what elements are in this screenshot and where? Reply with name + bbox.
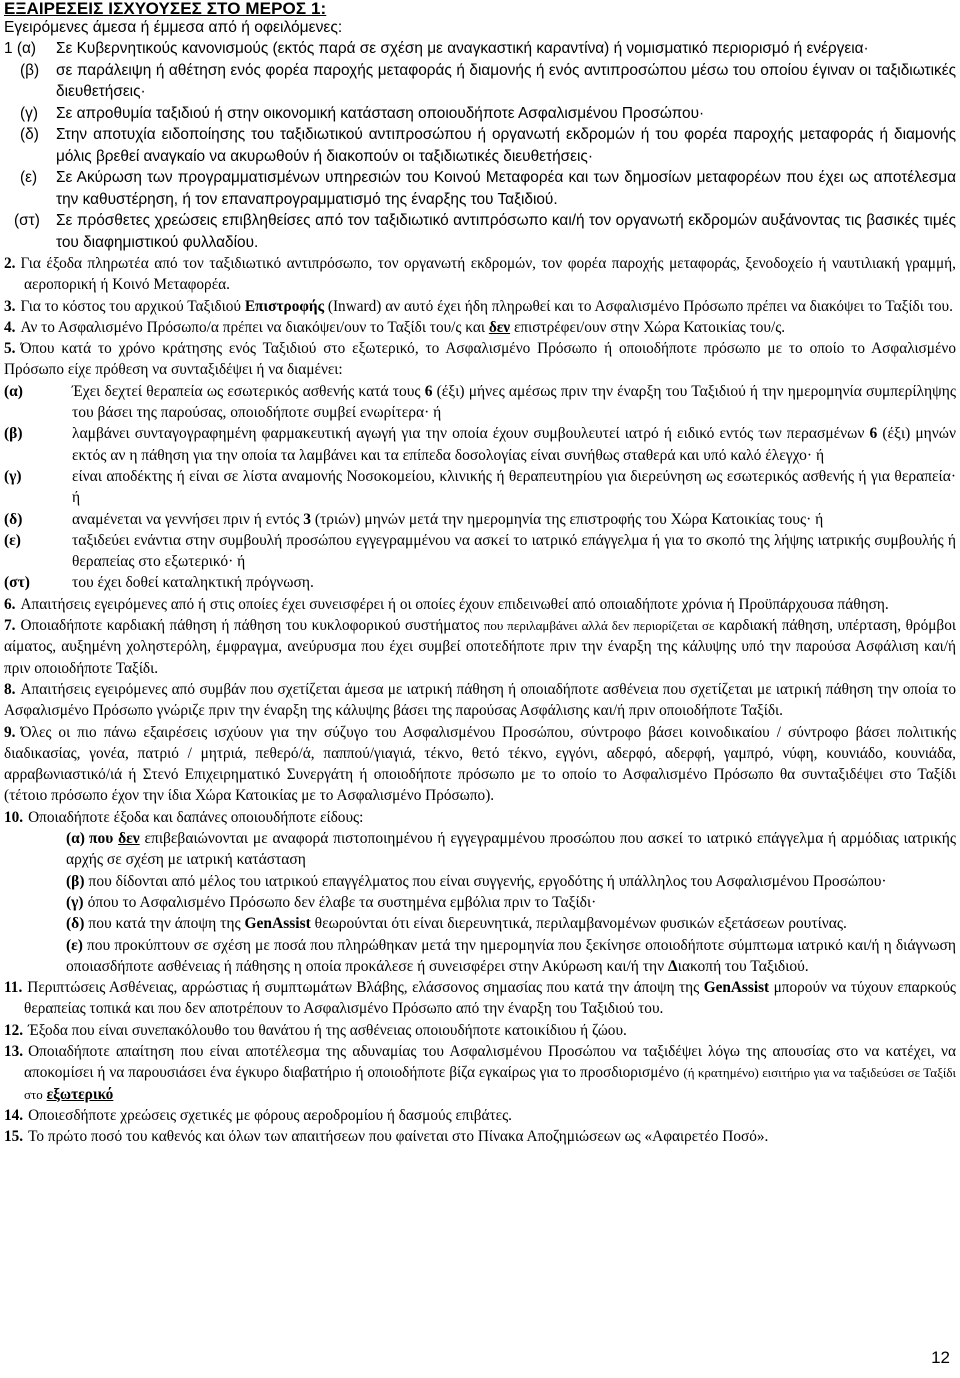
item-label: (α): [66, 830, 85, 848]
bold-term: που: [88, 830, 114, 848]
item-text: [72, 423, 956, 466]
item-text: Για το κόστος του αρχικού Ταξιδιού: [20, 297, 241, 315]
item-letter: (α): [16, 40, 36, 57]
item-text: Οποιεσδήποτε χρεώσεις σχετικές με φόρους αεροδρομίου ή δασμούς επιβάτες.: [28, 1106, 512, 1124]
item-number: 4.: [4, 318, 16, 336]
item-text: Έξοδα που είναι συνεπακόλουθο του θανάτου ή της ασθένειας οποιουδήποτε κατοικίδιου ή ζώου.: [28, 1021, 627, 1039]
item-text: του έχει δοθεί καταληκτική πρόγνωση.: [72, 574, 314, 592]
section-1-item-b: [4, 60, 956, 103]
item-number: 11.: [4, 979, 23, 997]
item-text: Σε Κυβερνητικούς κανονισμούς (εκτός παρά σε σχέση με αναγκαστική καραντίνα) ή νομισματικό περιορισμό ή ενέργεια·: [56, 40, 869, 57]
item-text: μπορούν να τύχουν επαρκούς θεραπείας τοπικά και που δεν αποτρέπουν το Ασφαλισμένο Πρόσωπο από την έναρξη του Ταξιδιού του.: [24, 979, 956, 1018]
item-text: Στην αποτυχία ειδοποίησης του ταξιδιωτικού αντιπροσώπου ή οργανωτή εκδρομών ή του φορέα παροχής μεταφοράς ή διαμονής μόλις βρεθεί αναγκαίο να ακυρωθούν ή διακοπούν οι ταξιδιωτικές διευθετήσεις·: [56, 126, 956, 165]
bold-number: 6: [424, 382, 433, 400]
item-text: επιβεβαιώνονται με αναφορά πιστοποιημένου ή εγγεγραμμένου προσώπου που ασκεί το ιατρικό επάγγελμα ή αρμόδιας ιατρικής αρχής σε σχέση με ιατρική κατάσταση: [66, 830, 957, 869]
item-number: 12.: [4, 1021, 24, 1039]
item-label: (γ): [4, 467, 22, 485]
item-label: (ε): [66, 936, 83, 954]
item-label: (δ): [66, 915, 85, 933]
exclusion-10: [4, 807, 956, 977]
item-text: Απαιτήσεις εγειρόμενες από ή στις οποίες έχει συνεισφέρει ή οι οποίες έχουν επιδεινωθεί από οποιαδήποτε χρόνια ή Προϋπάρχουσα πάθηση.: [20, 595, 889, 613]
item-text: όπου το Ασφαλισμένο Πρόσωπο δεν έλαβε τα συστημένα εμβόλια πριν το Ταξίδι·: [87, 893, 597, 911]
item-text: θεωρούνται ότι είναι διερευνητικά, περιλαμβανομένων φυσικών εξετάσεων ρουτίνας.: [314, 915, 847, 933]
item-text: Όπου κατά το χρόνο κράτησης ενός Ταξιδιού στο εξωτερικό, το Ασφαλισμένο Πρόσωπο ή οποιοδήποτε πρόσωπο με το οποίο το Ασφαλισμένο Πρόσωπο είχε πρόθεση να συνταξιδέψει ή να διαμένει:: [4, 340, 956, 379]
item-label: (β): [66, 872, 85, 890]
item-text: Οποιαδήποτε έξοδα και δαπάνες οποιουδήποτε είδους:: [28, 808, 364, 826]
item-label: (στ): [14, 212, 40, 229]
item-text: [72, 381, 956, 424]
exclusion-7: [4, 615, 956, 679]
item-text-part: (έξι) μήνες αμέσως πριν την έναρξη του Ταξιδιού ή την ημερομηνία συμπερίληψης του βάσει της παρούσας, οποιοδήποτε συμβεί ενωρίτερα· ή: [72, 382, 957, 422]
section-number: 1: [4, 40, 13, 57]
exclusion-10-item-e: [4, 935, 956, 978]
item-number: 13.: [4, 1042, 24, 1060]
item-text-part: Έχει δεχτεί θεραπεία ως εσωτερικός ασθενής κατά τους: [72, 382, 421, 400]
bold-term: Δ: [668, 957, 678, 975]
item-label: (δ): [4, 510, 23, 528]
exclusion-11: [4, 977, 956, 1020]
item-label: (γ): [20, 104, 38, 122]
item-number: 9.: [4, 723, 16, 741]
exclusion-6: [4, 594, 956, 615]
exclusion-12: [4, 1020, 956, 1041]
section-1-item-f: [4, 210, 956, 253]
section-1-item-d: [4, 124, 956, 167]
item-label: (δ): [20, 126, 39, 143]
item-number: 15.: [4, 1128, 24, 1146]
item-text-part: (έξι) μηνών εκτός αν η πάθηση για την οποία τα λαμβάνει και τα επίπεδα δοσολογίας είναι συνήθως σταθερά και υπό καλό έλεγχο· ή: [72, 425, 957, 464]
section-1-item-c: [4, 103, 956, 125]
item-label: [4, 38, 56, 60]
item-text: είναι αποδέκτης ή είναι σε λίστα αναμονής Νοσοκομείου, κλινικής ή θεραπευτηρίου για διερεύνηση ως εσωτερικός ασθενής ή για θεραπεία· ή: [72, 467, 956, 507]
item-text: Αν το Ασφαλισμένο Πρόσωπο/α πρέπει να διακόψει/ουν το Ταξίδι του/ς και: [20, 318, 485, 336]
bold-number: 3: [303, 510, 311, 528]
item-label: (β): [20, 61, 40, 79]
section-heading: ΕΞΑΙΡΕΣΕΙΣ ΙΣΧΥΟΥΣΕΣ ΣΤΟ ΜΕΡΟΣ 1:: [4, 0, 327, 18]
item-text: Σε απροθυμία ταξιδιού ή στην οικονομική κατάσταση οποιουδήποτε Ασφαλισμένου Προσώπου·: [56, 104, 705, 122]
item-number: 2.: [4, 255, 16, 272]
item-text: [72, 509, 956, 530]
exclusion-15: [4, 1126, 956, 1147]
bold-term: GenAssist: [703, 979, 770, 997]
item-text: Απαιτήσεις εγειρόμενες από συμβάν που σχετίζεται άμεσα με ιατρική πάθηση ή οποιαδήποτε ασθένεια που σχετίζεται με ιατρική πάθηση την οποία το Ασφαλισμένο Πρόσωπο γνώριζε πριν την έναρξη της κάλυψης βάσει της παρούσας Ασφάλισης και/ή πριν οποιοδήποτε Ταξίδι.: [4, 680, 956, 720]
item-text: Όλες οι πιο πάνω εξαιρέσεις ισχύουν για την σύζυγο του Ασφαλισμένου Προσώπου, σύντροφο βάσει κοινοδικαίου / σύντροφο βάσει πολιτικής διαδικασίας, γονέα, πατριό / μητριά, πεθερό/ά, παππού/γιαγιά, τέκνο, θετό τέκνο, εγγόνι, αδερφό, αδερφή, γαμπρό, νύφη, κουνιάδο, κουνιάδα, αρραβωνιαστικό/ιά ή Στενό Επιχειρηματικό Συνεργάτη ή οποιοδήποτε πρόσωπο με το οποίο το Ασφαλισμένο Πρόσωπο θα συνταξιδέψει στο Ταξίδι (τέτοιο πρόσωπο έχον την ίδια Χώρα Κατοικίας με το Ασφαλισμένο Πρόσωπο).: [4, 723, 956, 805]
exclusion-9: [4, 722, 956, 807]
item-text: ιακοπή του Ταξιδιού.: [677, 957, 809, 975]
item-text: (Inward) αν αυτό έχει ήδη πληρωθεί και το Ασφαλισμένο Πρόσωπο πρέπει να διακόψει το Ταξίδι του.: [327, 297, 953, 315]
item-number: 7.: [4, 617, 16, 635]
intro-text: Εγειρόμενες άμεσα ή έμμεσα από ή οφειλόμενες:: [4, 19, 343, 36]
exclusion-2: [4, 253, 956, 296]
item-text-part: (τριών) μηνών μετά την ημερομηνία της επιστροφής του Χώρα Κατοικίας τους· ή: [314, 510, 824, 528]
item-text: που κατά την άποψη της: [88, 915, 241, 933]
item-text: επιστρέφει/ουν στην Χώρα Κατοικίας του/ς.: [513, 318, 786, 336]
emphasis-term: δεν: [118, 830, 140, 848]
item-text-small: που περιλαμβάνει αλλά δεν περιορίζεται σε: [483, 618, 715, 634]
exclusion-10-item-c: [4, 892, 956, 913]
section-1-item-e: [4, 167, 956, 210]
exclusion-5-item-f: [4, 572, 956, 593]
exclusion-5-item-e: [4, 530, 956, 573]
bold-term: Επιστροφής: [244, 297, 325, 315]
item-number: 8.: [4, 680, 16, 698]
item-text-small: (ή κρατημένο) εισιτήριο για να ταξιδεύσει σε Ταξίδι στο: [24, 1065, 957, 1102]
item-label: (β): [4, 425, 23, 443]
item-number: 14.: [4, 1106, 24, 1124]
exclusion-13: [4, 1041, 956, 1105]
item-text: καρδιακή πάθηση, υπέρταση, θρόμβοι αίματος, αυξημένη χοληστερόλη, έμφραγμα, ανεύρυσμα που έχει συμβεί οποτεδήποτε πριν την έναρξη της κάλυψης υπό την παρούσα Ασφάλιση και/ή πριν οποιοδήποτε Ταξίδι.: [4, 617, 956, 677]
exclusion-5: [4, 338, 956, 594]
exclusion-5-item-c: [4, 466, 956, 509]
exclusion-4: [4, 317, 956, 338]
item-text: που προκύπτουν σε σχέση με ποσά που πληρώθηκαν μετά την ημερομηνία που ξεκίνησε οποιοδήποτε σύμπτωμα ιατρικό και/ή η διάγνωση οποιασδήποτε ασθένειας ή πάθησης η οποία προκάλεσε ή συνεισφέρει στην Ακύρωση και/ή την: [66, 936, 956, 975]
bold-number: 6: [869, 425, 878, 443]
emphasis-term: εξωτερικό: [46, 1085, 114, 1103]
exclusion-10-intro: [4, 807, 956, 828]
item-text: ταξιδεύει ενάντια στην συμβουλή προσώπου εγγεγραμμένου να ασκεί το ιατρικό επάγγελμα ή για το σκοπό της λήψης ιατρικής συμβουλής ή θεραπείας στο εξωτερικό· ή: [72, 531, 956, 571]
item-label: (στ): [4, 574, 30, 592]
item-text: Για έξοδα πληρωτέα από τον ταξιδιωτικό αντιπρόσωπο, τον οργανωτή εκδρομών, τον φορέα παροχής μεταφοράς, ξενοδοχείο ή ναυτιλιακή γραμμή, αεροπορική ή Κοινό Μεταφορέα.: [20, 255, 956, 294]
item-number: 6.: [4, 595, 16, 613]
item-text: Σε πρόσθετες χρεώσεις επιβληθείσες από τον ταξιδιωτικό αντιπρόσωπο και/ή τον οργανωτή εκδρομών αυξάνοντας τις βασικές τιμές του διαφημιστικού φυλλαδίου.: [56, 212, 956, 251]
item-text: Περιπτώσεις Ασθένειας, αρρώστιας ή συμπτωμάτων Βλάβης, ελάσσονος σημασίας που κατά την άποψη της: [27, 979, 700, 997]
item-number: 5.: [4, 340, 16, 358]
section-1-item-a: [4, 38, 956, 60]
exclusion-5-item-d: [4, 509, 956, 530]
exclusion-14: [4, 1105, 956, 1126]
item-label: (γ): [66, 893, 84, 911]
item-label: (ε): [4, 531, 21, 549]
section-1: [4, 38, 956, 253]
exclusion-8: [4, 679, 956, 722]
item-label: (ε): [20, 169, 38, 186]
item-number: 10.: [4, 808, 24, 826]
page-number: 12: [931, 1348, 950, 1367]
exclusion-5-intro: [4, 338, 956, 381]
exclusion-3: [4, 296, 956, 317]
bold-term: GenAssist: [244, 915, 311, 933]
item-text: Σε Ακύρωση των προγραμματισμένων υπηρεσιών του Κοινού Μεταφορέα και των δημοσίων μεταφορέων που έχει ως αποτέλεσμα την καθυστέρηση, ή τον επαναπρογραμματισμό της έναρξης του Ταξιδιού.: [56, 169, 956, 208]
exclusion-10-item-b: [4, 871, 956, 892]
item-text-part: αναμένεται να γεννήσει πριν ή εντός: [72, 510, 300, 528]
exclusion-10-item-d: [4, 913, 956, 934]
item-text: Οποιαδήποτε καρδιακή πάθηση ή πάθηση του κυκλοφορικού συστήματος: [20, 617, 480, 635]
item-text-part: λαμβάνει συνταγογραφημένη φαρμακευτική αγωγή για την οποία έχουν συμβουλευτεί ιατρό ή ειδικό εντός των περασμένων: [72, 425, 865, 443]
item-label: (α): [4, 382, 23, 400]
exclusion-5-item-a: [4, 381, 956, 424]
item-text: Οποιαδήποτε απαίτηση που είναι αποτέλεσμα της αδυναμίας του Ασφαλισμένου Προσώπου να ταξιδέψει λόγω της απουσίας στο να κατέχει, να αποκομίσει ή να παρουσιάσει ένα έγκυρο διαβατήριο ή οποιοδήποτε βίζα εγκαίρως για το προσδιορισμένο: [24, 1042, 956, 1082]
item-text: σε παράλειψη ή αθέτηση ενός φορέα παροχής μεταφοράς ή διαμονής ή ενός αντιπροσώπου μέσω του οποίου έγιναν οι ταξιδιωτικές διευθετήσεις·: [56, 61, 956, 100]
document-page: [4, 0, 956, 1147]
item-text: που δίδονται από μέλος του ιατρικού επαγγέλματος που είναι συγγενής, εργοδότης ή υπάλληλος του Ασφαλισμένου Προσώπου·: [88, 872, 887, 890]
emphasis-term: δεν: [488, 318, 511, 336]
exclusion-5-item-b: [4, 423, 956, 466]
item-number: 3.: [4, 297, 16, 315]
exclusion-10-item-a: [4, 828, 956, 871]
item-text: Το πρώτο ποσό του καθενός και όλων των απαιτήσεων που φαίνεται στο Πίνακα Αποζημιώσεων ως «Αφαιρετέο Ποσό».: [28, 1128, 769, 1146]
